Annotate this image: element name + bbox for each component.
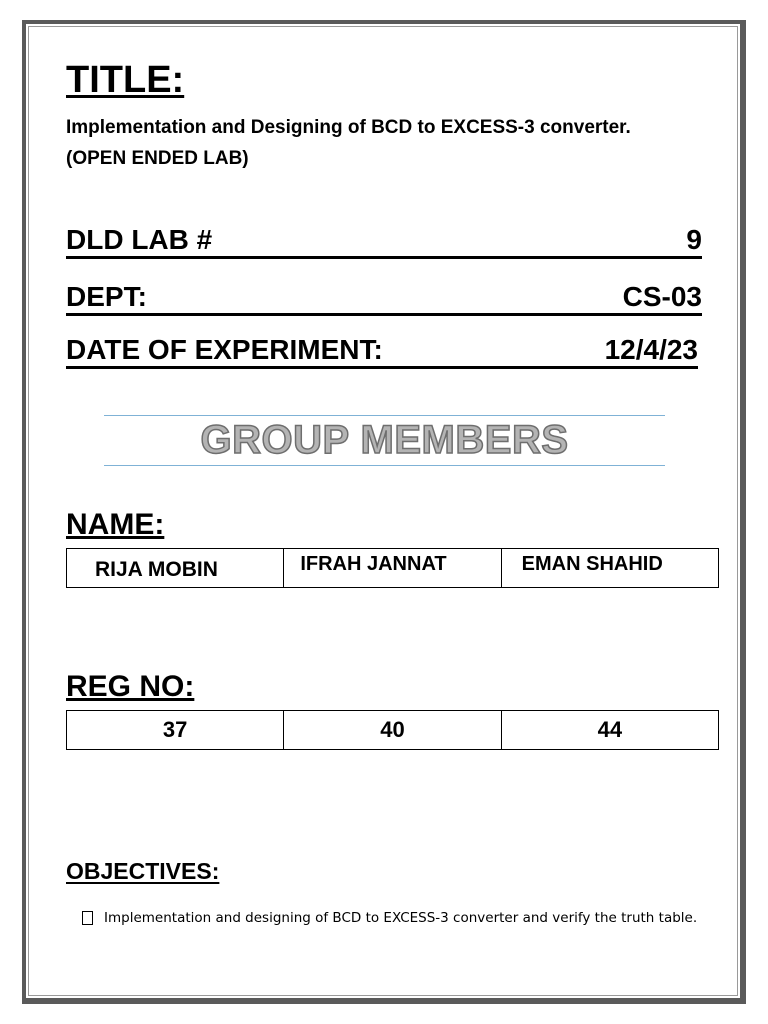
table-row (67, 549, 719, 588)
checkbox-bullet-icon (82, 911, 93, 925)
objective-item (82, 910, 697, 926)
name-cell (284, 549, 501, 588)
member-name: IFRAH JANNAT (300, 553, 447, 575)
reg-table (66, 710, 719, 750)
title-heading: TITLE: (66, 59, 185, 101)
reg-cell: 40 (284, 711, 501, 750)
member-name: EMAN SHAHID (521, 553, 663, 575)
name-cell (67, 549, 284, 588)
group-divider-bottom (104, 465, 665, 466)
reg-cell: 44 (501, 711, 718, 750)
reg-cell: 37 (67, 711, 284, 750)
name-label: NAME: (66, 508, 165, 541)
table-row (67, 711, 719, 750)
objective-text: Implementation and designing of BCD to EXCESS-3 converter and verify the truth table. (104, 910, 698, 926)
dept-value: CS-03 (622, 281, 702, 312)
lab-number-row (66, 226, 702, 259)
lab-number-value: 9 (686, 224, 702, 255)
dept-row (66, 283, 702, 316)
name-cell (501, 549, 718, 588)
member-name: RIJA MOBIN (95, 558, 218, 581)
reg-no-label: REG NO: (66, 670, 195, 703)
group-divider-top (104, 415, 665, 416)
date-value: 12/4/23 (604, 334, 698, 365)
date-row (66, 336, 698, 369)
dept-label: DEPT: (66, 281, 147, 312)
names-table (66, 548, 719, 588)
group-members-heading: GROUP MEMBERS (200, 418, 569, 462)
objectives-label: OBJECTIVES: (66, 858, 220, 884)
lab-number-label: DLD LAB # (66, 224, 213, 255)
title-text: Implementation and Designing of BCD to EXCESS-3 converter. (OPEN ENDED LAB) (66, 117, 631, 169)
date-label: DATE OF EXPERIMENT: (66, 334, 383, 365)
